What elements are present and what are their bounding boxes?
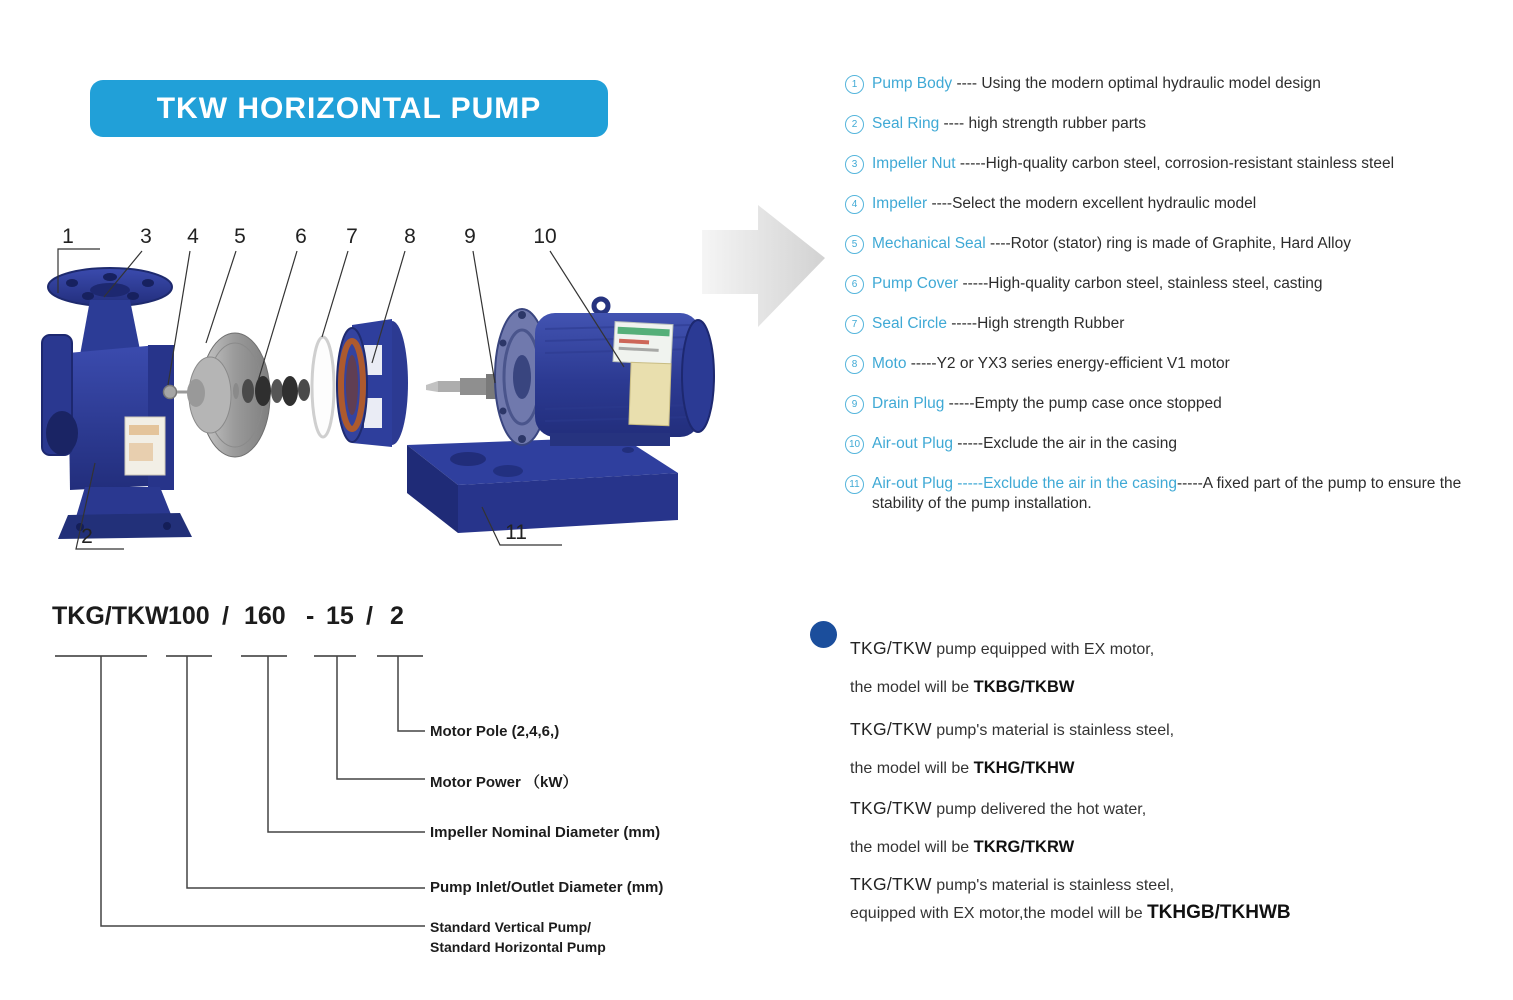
note-line: equipped with EX motor,the model will be TKHGB/TKHWB <box>850 902 1291 923</box>
parts-legend-item <box>845 74 1500 94</box>
model-segment-impeller: 160 <box>244 602 286 630</box>
model-segment-slash2: / <box>366 602 373 630</box>
model-segment-series: TKG/TKW <box>52 602 169 630</box>
circled-number-icon: 6 <box>845 275 864 294</box>
motor-illustration <box>426 299 714 446</box>
part-name: Air-out Plug <box>872 435 953 452</box>
part-description: ----Select the modern excellent hydraulic model <box>927 195 1257 212</box>
circled-number-icon: 11 <box>845 475 864 494</box>
pump-exploded-diagram <box>30 195 840 575</box>
part-name: Seal Circle <box>872 315 947 332</box>
pump-base-illustration <box>407 437 678 533</box>
note-line: the model will be TKBG/TKBW <box>850 678 1075 696</box>
part-description: ---- Using the modern optimal hydraulic model design <box>952 75 1321 92</box>
callout-number: 1 <box>62 225 74 248</box>
parts-legend-item <box>845 354 1500 374</box>
part-description: -----High-quality carbon steel, stainless steel, casting <box>958 275 1323 292</box>
model-segment-dash: - <box>306 602 315 630</box>
note-line: TKG/TKW pump's material is stainless steel, <box>850 719 1175 739</box>
part-description: -----Empty the pump case once stopped <box>944 395 1222 412</box>
model-code-tree-lines <box>40 640 740 970</box>
note-line: the model will be TKHG/TKHW <box>850 759 1075 777</box>
model-code-text: TKRG/TKRW <box>973 838 1075 856</box>
label-motor-power: Motor Power （kW） <box>430 774 578 791</box>
note-line: TKG/TKW pump delivered the hot water, <box>850 798 1147 818</box>
model-segment-power: 15 <box>326 602 354 630</box>
part-name: Air-out Plug <box>872 475 953 492</box>
label-impeller-diameter: Impeller Nominal Diameter (mm) <box>430 824 661 841</box>
note-line: the model will be TKRG/TKRW <box>850 838 1075 856</box>
seal-circle-illustration <box>312 337 334 437</box>
part-name: Impeller <box>872 195 928 212</box>
part-description: -----A fixed part of the pump to ensure the stability of the pump installation. <box>872 475 1462 512</box>
part-name: Pump Body <box>872 75 953 92</box>
callout-number: 4 <box>187 225 199 248</box>
circled-number-icon: 8 <box>845 355 864 374</box>
part-description: ----Rotor (stator) ring is made of Graphite, Hard Alloy <box>985 235 1351 252</box>
part-description: -----High strength Rubber <box>946 315 1125 332</box>
right-arrow-icon <box>702 205 825 327</box>
page-title: TKW HORIZONTAL PUMP <box>156 91 542 125</box>
part-name: Moto <box>872 355 907 372</box>
circled-number-icon: 5 <box>845 235 864 254</box>
callout-number: 7 <box>346 225 358 248</box>
parts-legend-item <box>845 474 1500 514</box>
callout-number: 10 <box>533 225 557 248</box>
callout-number: 11 <box>505 521 527 544</box>
part-name: Mechanical Seal <box>872 235 986 252</box>
model-segment-slash: / <box>222 602 229 630</box>
model-code-text: TKHGB/TKHWB <box>1147 902 1291 923</box>
part-description: -----Exclude the air in the casing <box>952 435 1177 452</box>
callout-number: 3 <box>140 225 152 248</box>
parts-legend-item <box>845 234 1500 254</box>
label-pump-diameter: Pump Inlet/Outlet Diameter (mm) <box>430 879 664 896</box>
parts-legend-item <box>845 314 1500 334</box>
part-description-highlight: -----Exclude the air in the casing <box>952 475 1177 492</box>
part-name: Drain Plug <box>872 395 945 412</box>
part-name: Seal Ring <box>872 115 940 132</box>
circled-number-icon: 1 <box>845 75 864 94</box>
parts-legend-item <box>845 154 1500 174</box>
bullet-icon <box>810 621 837 648</box>
parts-legend <box>845 74 1500 534</box>
circled-number-icon: 2 <box>845 115 864 134</box>
part-name: Pump Cover <box>872 275 959 292</box>
circled-number-icon: 7 <box>845 315 864 334</box>
title-banner <box>90 80 608 137</box>
circled-number-icon: 3 <box>845 155 864 174</box>
parts-legend-item <box>845 274 1500 294</box>
parts-legend-item <box>845 394 1500 414</box>
callout-number: 6 <box>295 225 307 248</box>
callout-number: 2 <box>81 525 93 548</box>
model-code-text: TKHG/TKHW <box>973 759 1075 777</box>
note-line: TKG/TKW pump's material is stainless steel, <box>850 874 1175 894</box>
part-description: -----High-quality carbon steel, corrosion-resistant stainless steel <box>955 155 1395 172</box>
parts-legend-item <box>845 194 1500 214</box>
pump-body-illustration <box>42 268 192 539</box>
callout-number: 9 <box>464 225 476 248</box>
circled-number-icon: 10 <box>845 435 864 454</box>
circled-number-icon: 4 <box>845 195 864 214</box>
impeller-nut-illustration <box>164 386 189 399</box>
label-standard-horizontal: Standard Horizontal Pump <box>430 939 606 955</box>
motor-label-sticker <box>613 322 673 365</box>
label-motor-pole: Motor Pole (2,4,6,) <box>430 723 560 740</box>
pump-cover-illustration <box>337 319 408 447</box>
part-name: Impeller Nut <box>872 155 956 172</box>
model-code-text: TKBG/TKBW <box>973 678 1075 696</box>
motor-nameplate <box>629 362 671 425</box>
part-description: ---- high strength rubber parts <box>939 115 1146 132</box>
parts-legend-item <box>845 114 1500 134</box>
model-segment-inlet: 100 <box>168 602 210 630</box>
callout-number: 5 <box>234 225 246 248</box>
part-description: -----Y2 or YX3 series energy-efficient V1 motor <box>906 355 1230 372</box>
parts-legend-item <box>845 434 1500 454</box>
circled-number-icon: 9 <box>845 395 864 414</box>
callout-number: 8 <box>404 225 416 248</box>
model-segment-pole: 2 <box>390 602 404 630</box>
note-line: TKG/TKW pump equipped with EX motor, <box>850 638 1155 658</box>
label-standard-vertical: Standard Vertical Pump/ <box>430 919 592 935</box>
